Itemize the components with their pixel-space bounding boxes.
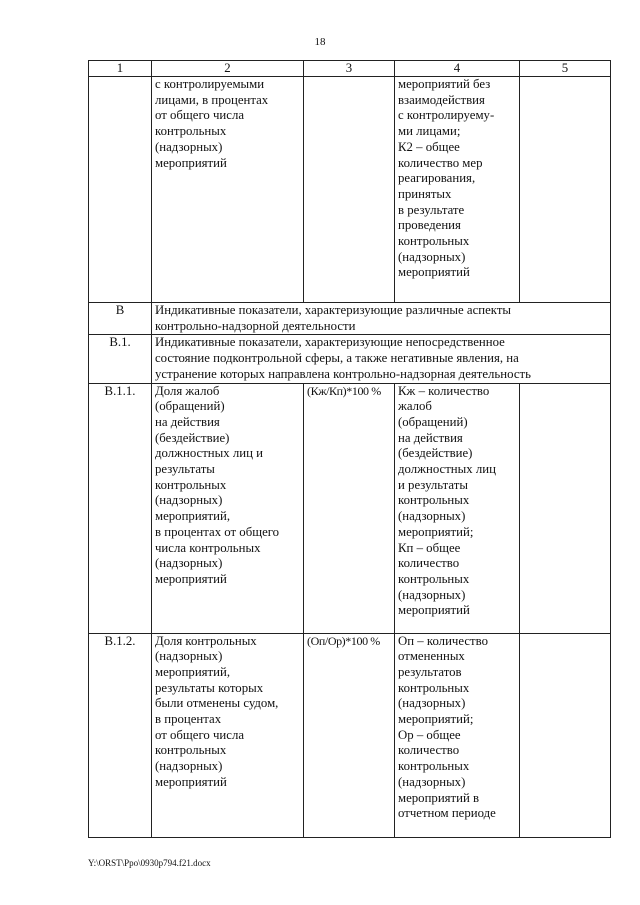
row-number: В <box>89 303 152 335</box>
text-line: К2 – общее <box>398 139 460 154</box>
text-line: Индикативные показатели, характеризующие непосредственное <box>155 335 505 350</box>
text-line: состояние подконтрольной сферы, а также негативные явления, на <box>155 351 519 366</box>
text-line: в процентах от общего <box>155 524 280 539</box>
text-line: Доля жалоб <box>155 383 220 398</box>
text-line: (надзорных) <box>398 696 466 711</box>
formula-cell <box>304 383 395 633</box>
text-line: контрольных <box>155 124 227 139</box>
text-line: Индикативные показатели, характеризующие различные аспекты <box>155 303 512 317</box>
header-cell: 2 <box>152 61 304 77</box>
text-line: (надзорных) <box>398 774 466 789</box>
text-line: (обращений) <box>155 399 225 414</box>
text-line: Ор – общее <box>398 727 461 742</box>
text-line: и результаты <box>398 477 468 492</box>
text-line: мероприятий без <box>398 77 491 91</box>
text-line: (бездействие) <box>398 446 473 461</box>
text-line: от общего числа <box>155 108 245 123</box>
row-number: В.1. <box>89 335 152 383</box>
text-line: взаимодействия <box>398 92 485 107</box>
text-line: должностных лиц и <box>155 446 263 461</box>
row-number <box>89 77 152 303</box>
formula-text: (Кж/Кп)*100 % <box>307 383 381 398</box>
text-line: мероприятий, <box>155 664 231 679</box>
text-line: проведения <box>398 218 461 233</box>
text-line: Кж – количество <box>398 383 490 398</box>
text-line: устранение которых направлена контрольно-надзорная деятельность <box>155 366 531 381</box>
text-line: контрольных <box>398 234 470 249</box>
text-line: (надзорных) <box>155 493 223 508</box>
comment-cell <box>395 383 520 633</box>
section-title <box>152 303 611 335</box>
page-number: 18 <box>314 36 326 48</box>
text-line: результатов <box>398 664 462 679</box>
table-row <box>89 633 611 837</box>
text-line: принятых <box>398 186 452 201</box>
text-line: мероприятий <box>398 603 470 618</box>
text-line: контрольно-надзорной деятельности <box>155 318 356 333</box>
text-line: ми лицами; <box>398 124 461 139</box>
text-line: мероприятий, <box>155 509 231 524</box>
text-line: (надзорных) <box>398 249 466 264</box>
indicator-name <box>152 383 304 633</box>
text-line: контрольных <box>155 477 227 492</box>
text-line: результаты <box>155 462 215 477</box>
text-line: контрольных <box>398 680 470 695</box>
row-number: В.1.1. <box>89 383 152 633</box>
text-line: лицами, в процентах <box>155 92 269 107</box>
note-cell <box>520 383 611 633</box>
note-cell <box>520 633 611 837</box>
text-line: мероприятий <box>155 571 227 586</box>
text-line: на действия <box>398 430 463 445</box>
header-cell: 1 <box>89 61 152 77</box>
text-line: (надзорных) <box>155 556 223 571</box>
file-path-footer: Y:\ORST\Ppo\0930p794.f21.docx <box>88 858 211 868</box>
text-line: отмененных <box>398 649 465 664</box>
text-line: количество <box>398 743 460 758</box>
formula-cell <box>304 633 395 837</box>
formula-text: (Оп/Ор)*100 % <box>307 633 380 648</box>
text-line: контрольных <box>398 759 470 774</box>
text-line: результаты которых <box>155 680 264 695</box>
note-cell <box>520 77 611 303</box>
comment-cell <box>395 77 520 303</box>
text-line: Кп – общее <box>398 540 461 555</box>
text-line: (обращений) <box>398 414 468 429</box>
text-line: отчетном периоде <box>398 806 496 821</box>
text-line: Оп – количество <box>398 633 488 648</box>
text-line: жалоб <box>398 399 432 414</box>
row-number: В.1.2. <box>89 633 152 837</box>
text-line: мероприятий <box>155 774 227 789</box>
text-line: мероприятий <box>155 155 227 170</box>
text-line: (надзорных) <box>155 649 223 664</box>
text-line: мероприятий в <box>398 790 480 805</box>
text-line: от общего числа <box>155 727 245 742</box>
header-cell: 5 <box>520 61 611 77</box>
text-line: с контролируемыми <box>155 77 265 91</box>
text-line: (надзорных) <box>155 139 223 154</box>
text-line: на действия <box>155 414 220 429</box>
text-line: Доля контрольных <box>155 633 257 648</box>
text-line: (бездействие) <box>155 430 230 445</box>
header-cell: 3 <box>304 61 395 77</box>
text-line: количество <box>398 556 460 571</box>
table-header-row <box>89 61 611 77</box>
section-row <box>89 303 611 335</box>
text-line: контрольных <box>155 743 227 758</box>
text-line: в результате <box>398 202 465 217</box>
section-title <box>152 335 611 383</box>
text-line: мероприятий <box>398 265 470 280</box>
text-line: реагирования, <box>398 171 476 186</box>
text-line: мероприятий; <box>398 524 474 539</box>
text-line: с контролируему- <box>398 108 495 123</box>
comment-cell <box>395 633 520 837</box>
table-row <box>89 77 611 303</box>
indicators-table <box>88 60 611 838</box>
text-line: должностных лиц <box>398 462 496 477</box>
text-line: мероприятий; <box>398 712 474 727</box>
text-line: в процентах <box>155 712 222 727</box>
text-line: были отменены судом, <box>155 696 279 711</box>
text-line: количество мер <box>398 155 483 170</box>
table-row <box>89 383 611 633</box>
indicator-name <box>152 77 304 303</box>
text-line: (надзорных) <box>398 509 466 524</box>
text-line: числа контрольных <box>155 540 261 555</box>
header-cell: 4 <box>395 61 520 77</box>
formula-cell <box>304 77 395 303</box>
section-row <box>89 335 611 383</box>
text-line: контрольных <box>398 571 470 586</box>
text-line: контрольных <box>398 493 470 508</box>
text-line: (надзорных) <box>155 759 223 774</box>
indicator-name <box>152 633 304 837</box>
text-line: (надзорных) <box>398 587 466 602</box>
